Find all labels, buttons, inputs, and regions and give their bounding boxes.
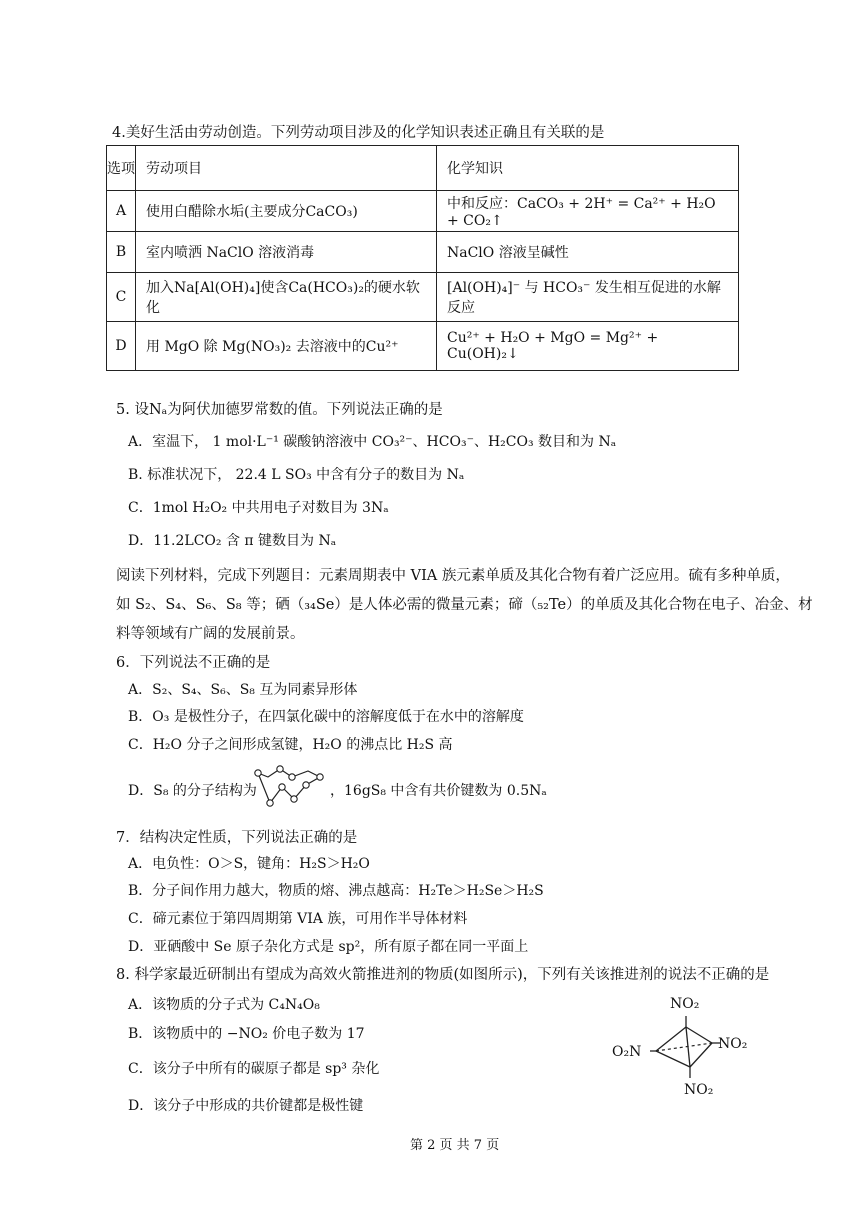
- q8-option-b: B．该物质中的 −NO₂ 价电子数为 17: [128, 1026, 365, 1042]
- header-project: 劳动项目: [136, 146, 437, 191]
- q8-title: 8. 科学家最近研制出有望成为高效火箭推进剂的物质(如图所示)，下列有关该推进剂的说法不正确的是: [116, 967, 770, 983]
- q6-option-d-prefix: D．S₈ 的分子结构为: [128, 783, 257, 799]
- page-footer: 第 2 页 共 7 页: [410, 1138, 500, 1153]
- table-header-row: [107, 146, 739, 191]
- q5-option-c: C．1mol H₂O₂ 中共用电子对数目为 3Nₐ: [128, 500, 389, 516]
- q5-option-a: A．室温下， 1 mol·L⁻¹ 碳酸钠溶液中 CO₃²⁻、HCO₃⁻、H₂CO₃ 数目和为 Nₐ: [128, 434, 617, 450]
- row-project: 用 MgO 除 Mg(NO₃)₂ 去溶液中的Cu²⁺: [136, 322, 437, 371]
- row-option: C: [107, 273, 136, 322]
- q7-option-d: D．亚硒酸中 Se 原子杂化方式是 sp²，所有原子都在同一平面上: [128, 939, 529, 955]
- q6-option-c: C．H₂O 分子之间形成氢键，H₂O 的沸点比 H₂S 高: [128, 737, 453, 753]
- q6-title: 6．下列说法不正确的是: [116, 655, 271, 671]
- q8-option-d: D．该分子中形成的共价键都是极性键: [128, 1098, 364, 1114]
- q5-option-b: B. 标准状况下， 22.4 L SO₃ 中含有分子的数目为 Nₐ: [128, 467, 465, 483]
- header-option: 选项: [107, 146, 136, 191]
- nitro-label-left: O₂N: [612, 1044, 642, 1060]
- row-project: 加入Na[Al(OH)₄]使含Ca(HCO₃)₂的硬水软化: [136, 273, 437, 322]
- q5-title: 5. 设Nₐ为阿伏加德罗常数的值。下列说法正确的是: [116, 402, 443, 418]
- nitro-label-right: NO₂: [718, 1036, 748, 1052]
- row-project: 使用白醋除水垢(主要成分CaCO₃): [136, 191, 437, 232]
- q5-option-d: D．11.2LCO₂ 含 π 键数目为 Nₐ: [128, 533, 337, 549]
- row-option: D: [107, 322, 136, 371]
- table-row: [107, 191, 739, 232]
- s8-ring-structure-diagram: [254, 765, 324, 811]
- row-knowledge: Cu²⁺ + H₂O + MgO = Mg²⁺ + Cu(OH)₂↓: [437, 322, 739, 371]
- q6-option-d-suffix: ，16gS₈ 中含有共价键数为 0.5Nₐ: [330, 783, 547, 799]
- q4-title: 4.美好生活由劳动创造。下列劳动项目涉及的化学知识表述正确且有关联的是: [112, 125, 605, 141]
- q6-option-a: A．S₂、S₄、S₆、S₈ 互为同素异形体: [128, 682, 358, 698]
- nitro-label-top: NO₂: [670, 996, 700, 1012]
- q8-option-a: A．该物质的分子式为 C₄N₄O₈: [128, 997, 320, 1013]
- q7-option-c: C．碲元素位于第四周期第 VIA 族，可用作半导体材料: [128, 911, 468, 927]
- row-knowledge: 中和反应：CaCO₃ + 2H⁺ = Ca²⁺ + H₂O + CO₂↑: [437, 191, 739, 232]
- row-knowledge: [Al(OH)₄]⁻ 与 HCO₃⁻ 发生相互促进的水解反应: [437, 273, 739, 322]
- row-project: 室内喷洒 NaClO 溶液消毒: [136, 232, 437, 273]
- row-option: A: [107, 191, 136, 232]
- q7-option-b: B．分子间作用力越大，物质的熔、沸点越高：H₂Te＞H₂Se＞H₂S: [128, 883, 544, 899]
- q7-title: 7．结构决定性质，下列说法正确的是: [116, 830, 358, 846]
- row-option: B: [107, 232, 136, 273]
- row-knowledge: NaClO 溶液呈碱性: [437, 232, 739, 273]
- nitro-label-bottom: NO₂: [684, 1082, 714, 1098]
- reading-line-2: 如 S₂、S₄、S₆、S₈ 等；硒（₃₄Se）是人体必需的微量元素；碲（₅₂Te）的单质及其化合物在电子、冶金、材: [116, 597, 813, 613]
- tetrahedron-skeleton: [650, 1012, 720, 1082]
- table-row: [107, 322, 739, 371]
- q8-option-c: C．该分子中所有的碳原子都是 sp³ 杂化: [128, 1061, 380, 1077]
- table-row: [107, 273, 739, 322]
- table-row: [107, 232, 739, 273]
- q6-option-b: B．O₃ 是极性分子，在四氯化碳中的溶解度低于在水中的溶解度: [128, 709, 524, 725]
- q7-option-a: A．电负性：O＞S，键角：H₂S＞H₂O: [128, 856, 370, 872]
- reading-line-1: 阅读下列材料，完成下列题目：元素周期表中 VIA 族元素单质及其化合物有着广泛应用。硫有多种单质，: [116, 568, 790, 584]
- header-knowledge: 化学知识: [437, 146, 739, 191]
- reading-line-3: 料等领域有广阔的发展前景。: [116, 626, 305, 642]
- q4-table: [106, 145, 739, 371]
